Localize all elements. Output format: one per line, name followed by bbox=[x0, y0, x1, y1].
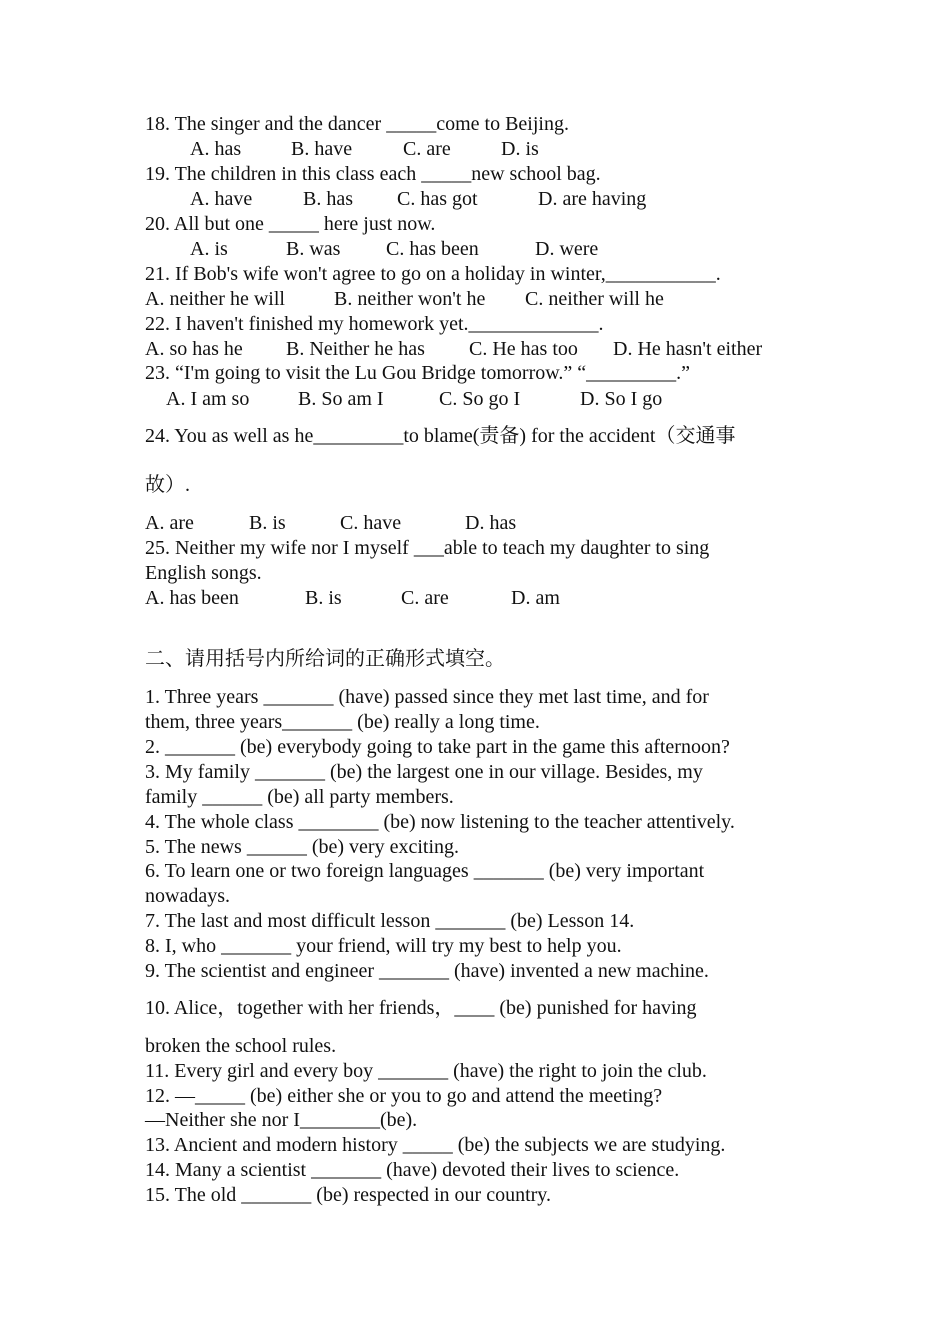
option-23c: C. So go I bbox=[439, 388, 521, 410]
option-21b: B. neither won't he bbox=[334, 288, 486, 310]
option-21c: C. neither will he bbox=[525, 288, 664, 310]
fill-line: them, three years_______ (be) really a long time. bbox=[145, 711, 540, 733]
option-24b: B. is bbox=[249, 512, 286, 534]
question-18: 18. The singer and the dancer _____come to Beijing. bbox=[145, 113, 569, 135]
option-25d: D. am bbox=[511, 587, 560, 609]
option-20c: C. has been bbox=[386, 238, 479, 260]
question-20: 20. All but one _____ here just now. bbox=[145, 213, 436, 235]
fill-line: broken the school rules. bbox=[145, 1035, 337, 1057]
option-18b: B. have bbox=[291, 138, 353, 160]
question-21: 21. If Bob's wife won't agree to go on a holiday in winter,___________. bbox=[145, 263, 721, 285]
fill-line: 4. The whole class ________ (be) now listening to the teacher attentively. bbox=[145, 811, 735, 833]
option-22a: A. so has he bbox=[145, 338, 243, 360]
option-18c: C. are bbox=[403, 138, 451, 160]
option-25b: B. is bbox=[305, 587, 342, 609]
fill-line: 9. The scientist and engineer _______ (have) invented a new machine. bbox=[145, 960, 709, 982]
fill-line: nowadays. bbox=[145, 885, 230, 907]
fill-line: 2. _______ (be) everybody going to take part in the game this afternoon? bbox=[145, 736, 730, 758]
question-23: 23. “I'm going to visit the Lu Gou Bridge tomorrow.” “_________.” bbox=[145, 362, 690, 384]
option-25a: A. has been bbox=[145, 587, 239, 609]
option-24a: A. are bbox=[145, 512, 194, 534]
fill-line: 3. My family _______ (be) the largest one in our village. Besides, my bbox=[145, 761, 703, 783]
fill-line: 6. To learn one or two foreign languages _______ (be) very important bbox=[145, 860, 705, 882]
fill-line: 7. The last and most difficult lesson _______ (be) Lesson 14. bbox=[145, 910, 635, 932]
question-25-continued: English songs. bbox=[145, 562, 262, 584]
option-20d: D. were bbox=[535, 238, 599, 260]
option-19c: C. has got bbox=[397, 188, 478, 210]
option-21a: A. neither he will bbox=[145, 288, 285, 310]
option-24c: C. have bbox=[340, 512, 402, 534]
option-23a: A. I am so bbox=[166, 388, 250, 410]
option-24d: D. has bbox=[465, 512, 517, 534]
fill-line: 1. Three years _______ (have) passed since they met last time, and for bbox=[145, 686, 709, 708]
question-19: 19. The children in this class each _____new school bag. bbox=[145, 163, 601, 185]
option-19d: D. are having bbox=[538, 188, 647, 210]
option-25c: C. are bbox=[401, 587, 449, 609]
fill-line: 10. Alice，together with her friends，____ (be) punished for having bbox=[145, 997, 697, 1019]
option-19a: A. have bbox=[190, 188, 253, 210]
option-22b: B. Neither he has bbox=[286, 338, 425, 360]
fill-line: 14. Many a scientist _______ (have) devoted their lives to science. bbox=[145, 1159, 680, 1181]
option-20a: A. is bbox=[190, 238, 228, 260]
option-23d: D. So I go bbox=[580, 388, 663, 410]
option-20b: B. was bbox=[286, 238, 341, 260]
section-2-heading: 二、请用括号内所给词的正确形式填空。 bbox=[145, 648, 505, 670]
fill-line: 5. The news ______ (be) very exciting. bbox=[145, 836, 459, 858]
option-23b: B. So am I bbox=[298, 388, 384, 410]
option-18d: D. is bbox=[501, 138, 539, 160]
question-25: 25. Neither my wife nor I myself ___able to teach my daughter to sing bbox=[145, 537, 710, 559]
option-18a: A. has bbox=[190, 138, 242, 160]
fill-line: 13. Ancient and modern history _____ (be) the subjects we are studying. bbox=[145, 1134, 726, 1156]
question-22: 22. I haven't finished my homework yet._____________. bbox=[145, 313, 604, 335]
fill-line: 15. The old _______ (be) respected in our country. bbox=[145, 1184, 552, 1206]
question-24-continued: 故）. bbox=[145, 474, 190, 496]
fill-line: —Neither she nor I________(be). bbox=[145, 1109, 418, 1131]
fill-line: 8. I, who _______ your friend, will try my best to help you. bbox=[145, 935, 622, 957]
option-22d: D. He hasn't either bbox=[613, 338, 763, 360]
fill-line: 11. Every girl and every boy _______ (have) the right to join the club. bbox=[145, 1060, 707, 1082]
fill-line: 12. —_____ (be) either she or you to go and attend the meeting? bbox=[145, 1085, 663, 1107]
option-22c: C. He has too bbox=[469, 338, 578, 360]
option-19b: B. has bbox=[303, 188, 353, 210]
question-24: 24. You as well as he_________to blame(责备) for the accident（交通事 bbox=[145, 425, 736, 447]
fill-line: family ______ (be) all party members. bbox=[145, 786, 454, 808]
